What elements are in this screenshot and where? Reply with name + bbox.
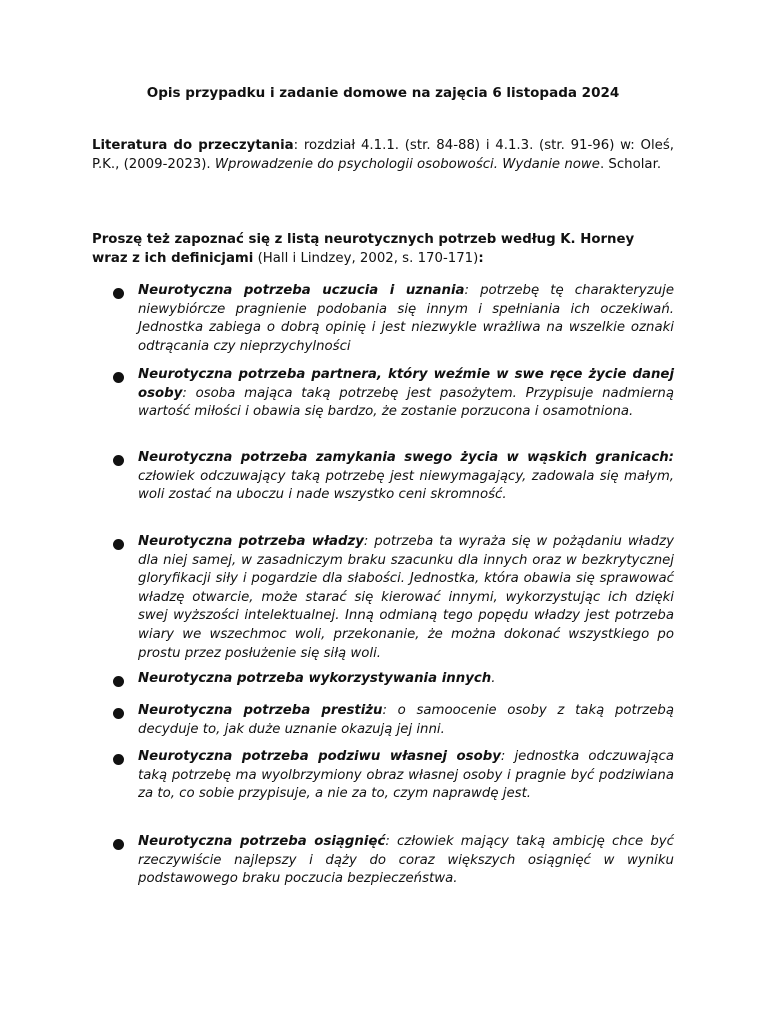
intro-colon: : <box>478 251 484 266</box>
list-item <box>138 702 674 739</box>
list-item-term: Neurotyczna potrzeba uczucia i uznania <box>138 283 465 298</box>
bullet-icon <box>113 754 124 765</box>
list-item-definition: : o samoocenie osoby z taką potrzebą decyduje to, jak duże uznanie okazują jej inni. <box>138 703 674 737</box>
list-item <box>138 533 674 663</box>
literature-text-2: . Scholar. <box>599 156 662 172</box>
literature-paragraph <box>92 137 674 174</box>
intro-bold-text: Proszę też zapoznać się z listą neurotycznych potrzeb według K. Horney wraz z ich definicjami <box>92 232 635 266</box>
list-item-term: Neurotyczna potrzeba osiągnięć <box>138 834 386 849</box>
list-item <box>138 748 674 804</box>
book-title: Wprowadzenie do psychologii osobowości. Wydanie nowe <box>214 156 600 172</box>
list-item-term: Neurotyczna potrzeba podziwu własnej osoby <box>138 749 501 764</box>
bullet-icon <box>113 676 124 687</box>
list-item <box>138 366 674 422</box>
list-item <box>138 282 674 356</box>
bullet-icon <box>113 708 124 719</box>
literature-text-1: : rozdział 4.1.1. (str. 84-88) i 4.1.3. (str. 91-96) w: Oleś, P.K., (2009-2023). <box>92 138 674 172</box>
literature-label: Literatura do przeczytania <box>92 138 294 153</box>
bullet-icon <box>113 839 124 850</box>
intro-paragraph <box>92 230 674 268</box>
intro-citation: (Hall i Lindzey, 2002, s. 170-171) <box>253 251 479 266</box>
bullet-icon <box>113 372 124 383</box>
list-item-definition: : potrzebę tę charakteryzuje niewybiórcze pragnienie podobania się innym i spełniania ich oczekiwań. Jednostka zabiega o dobrą opinię i jest niezwykle wrażliwa na wszelkie oznaki odtrącania czy nieprzychylności <box>138 283 675 354</box>
list-item-term: Neurotyczna potrzeba władzy <box>138 534 364 549</box>
bullet-icon <box>113 455 124 466</box>
list-item-definition: : człowiek mający taką ambicję chce być rzeczywiście najlepszy i dąży do coraz większych osiągnięć w wyniku podstawowego braku poczucia bezpieczeństwa. <box>138 834 674 887</box>
bullet-icon <box>113 288 124 299</box>
list-item-term: Neurotyczna potrzeba prestiżu <box>138 703 383 718</box>
bullet-icon <box>113 539 124 550</box>
list-item <box>138 833 674 889</box>
list-item <box>138 670 674 689</box>
list-item-definition: : osoba mająca taką potrzebę jest pasożytem. Przypisuje nadmierną wartość miłości i obawia się bardzo, że zostanie porzucona i osamotniona. <box>138 385 674 420</box>
list-item-definition: : potrzeba ta wyraża się w pożądaniu władzy dla niej samej, w zasadniczym braku szacunku dla innych oraz w bezkrytycznej gloryfikacji siły i pogardzie dla słabości. Jednostka, która obawia się sprawować władzę otwarcie, może starać się kierować innymi, wykorzystując ich dzięki swej wyższości intelektualnej. Inną odmianą tego popędu władzy jest potrzeba wiary we wszechmoc woli, przekonanie, że można dokonać wszystkiego po prostu przez posłużenie się siłą woli. <box>138 534 674 661</box>
list-item-term: Neurotyczna potrzeba wykorzystywania innych <box>138 671 492 686</box>
list-item-definition: : jednostka odczuwająca taką potrzebę ma wyolbrzymiony obraz własnej osoby i pragnie być podziwiana za to, co sobie przypisuje, a nie za to, czym naprawdę jest. <box>138 749 674 802</box>
list-item-term: Neurotyczna potrzeba partnera, który weźmie w swe ręce życie danej osoby <box>138 367 674 401</box>
list-item-term: Neurotyczna potrzeba zamykania swego życia w wąskich granicach: <box>138 450 674 465</box>
list-item-definition: człowiek odczuwający taką potrzebę jest niewymagający, zadowala się małym, woli zostać na uboczu i nade wszystko ceni skromność. <box>138 468 674 503</box>
page-title: Opis przypadku i zadanie domowe na zajęcia 6 listopada 2024 <box>146 85 620 101</box>
list-item-definition: . <box>491 671 496 686</box>
list-item <box>138 449 674 505</box>
